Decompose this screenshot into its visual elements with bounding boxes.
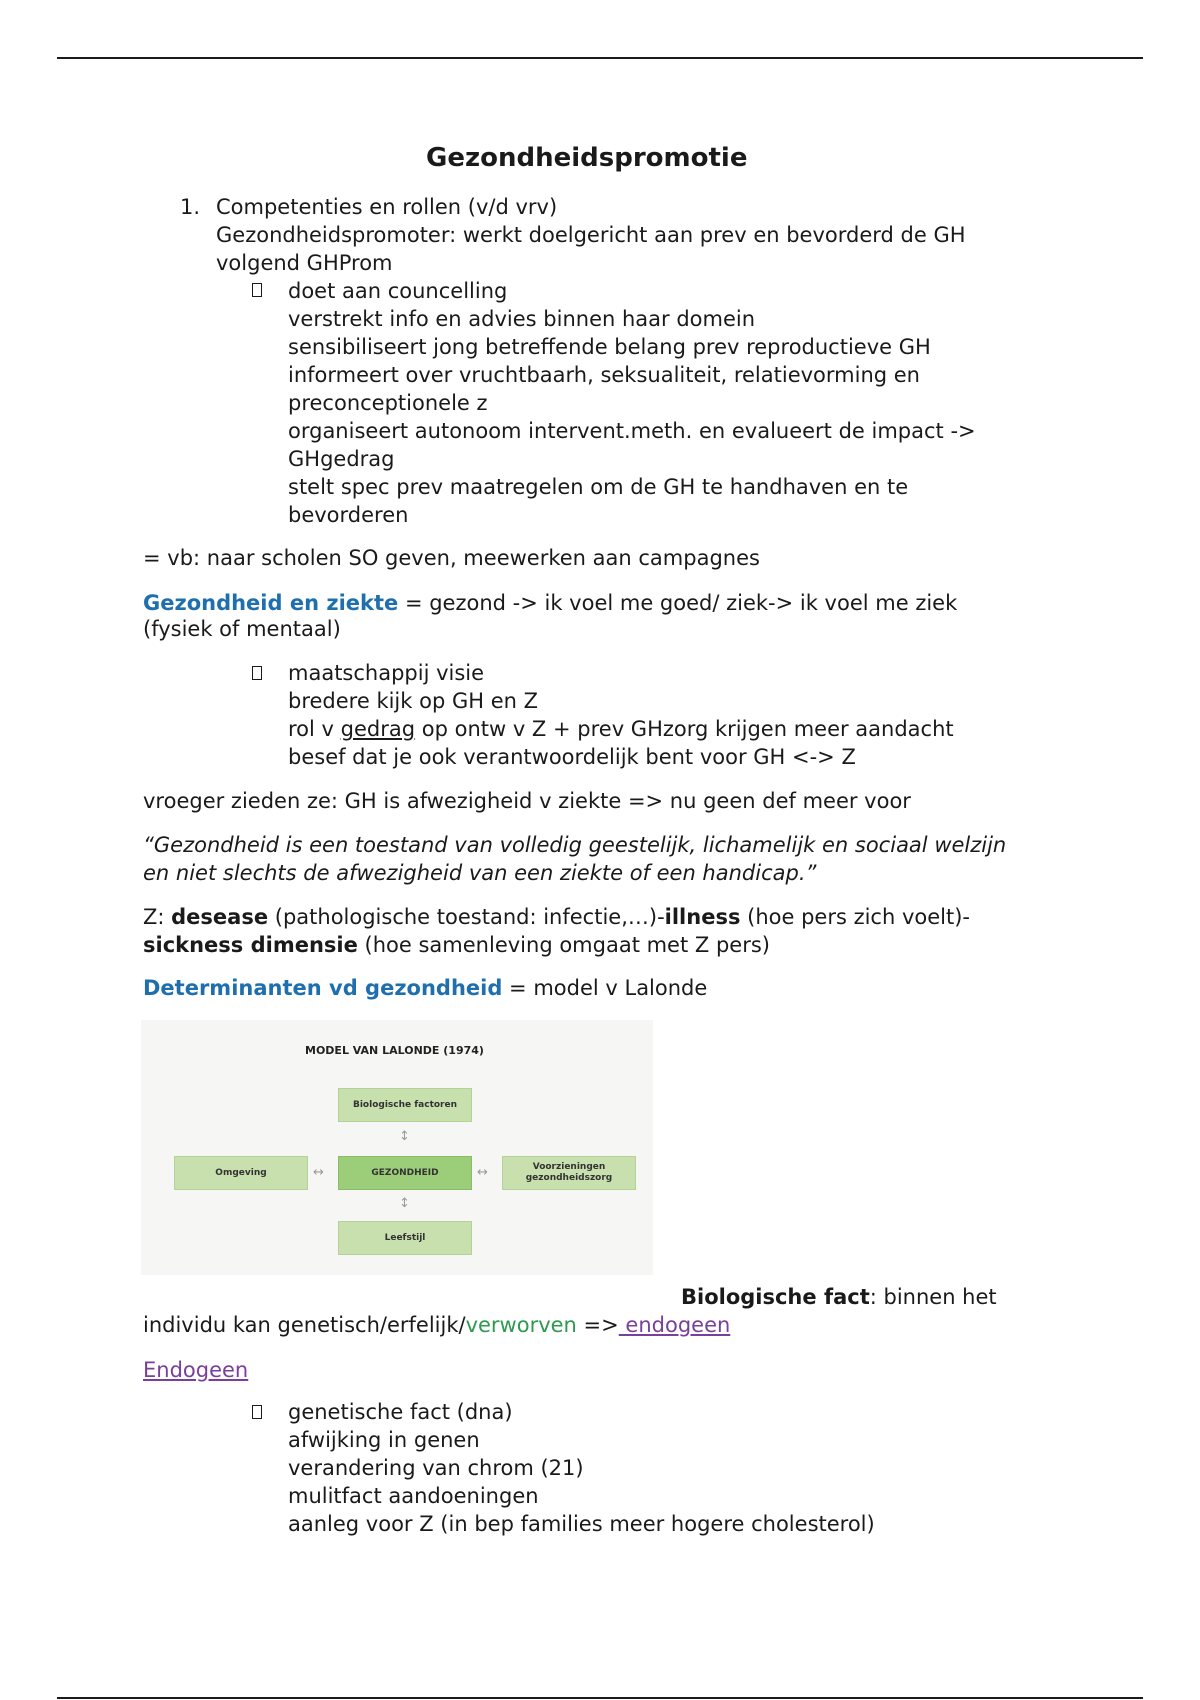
box-omgeving: Omgeving <box>174 1156 308 1190</box>
gz-heading: Gezondheid en ziekte <box>143 591 399 615</box>
bottom-rule <box>57 1697 1143 1699</box>
bio-line-2: individu kan genetisch/erfelijk/verworven => endogeen <box>143 1313 731 1337</box>
example-line: = vb: naar scholen SO geven, meewerken aan campagnes <box>143 546 760 570</box>
list-item: bredere kijk op GH en Z <box>288 689 538 713</box>
list-item: preconceptionele z <box>288 391 488 415</box>
arrow-icon: ↕ <box>399 1129 410 1144</box>
list-item: verstrekt info en advies binnen haar domein <box>288 307 756 331</box>
term-illness: illness <box>664 905 741 929</box>
underlined-word: gedrag <box>340 717 416 741</box>
box-biologische-factoren: Biologische factoren <box>338 1088 472 1122</box>
intro-line-1: Gezondheidspromoter: werkt doelgericht aan prev en bevorderd de GH <box>216 223 966 247</box>
page-title: Gezondheidspromotie <box>426 143 748 173</box>
list-item: genetische fact (dna) <box>288 1400 513 1424</box>
bullet-glyph-icon <box>252 283 262 297</box>
list-item: stelt spec prev maatregelen om de GH te handhaven en te <box>288 475 909 499</box>
z-definition-line-2: sickness dimensie (hoe samenleving omgaat met Z pers) <box>143 933 770 957</box>
z-definition-line-1: Z: desease (pathologische toestand: infectie,…)-illness (hoe pers zich voelt)- <box>143 905 970 929</box>
list-item: verandering van chrom (21) <box>288 1456 584 1480</box>
endogeen-link[interactable]: endogeen <box>618 1313 731 1337</box>
bio-line-1: Biologische fact: binnen het <box>681 1285 997 1309</box>
gz-line <box>143 589 957 617</box>
det-heading: Determinanten vd gezondheid <box>143 976 503 1000</box>
list-item: maatschappij visie <box>288 661 485 685</box>
bullet-glyph-icon <box>252 666 262 680</box>
arrow-icon: ↔ <box>313 1165 324 1180</box>
list-item: bevorderen <box>288 503 409 527</box>
box-gezondheid: GEZONDHEID <box>338 1156 472 1190</box>
list-item: organiseert autonoom intervent.meth. en evalueert de impact -> <box>288 419 976 443</box>
bio-term: Biologische fact <box>681 1285 870 1309</box>
gz-line-2: (fysiek of mentaal) <box>143 617 341 641</box>
bullet-glyph-icon <box>252 1405 262 1419</box>
list-item: besef dat je ook verantwoordelijk bent voor GH <-> Z <box>288 745 856 769</box>
list-item: informeert over vruchtbaarh, seksualiteit, relatievorming en <box>288 363 920 387</box>
arrow-icon: ↕ <box>399 1196 410 1211</box>
list-item: sensibiliseert jong betreffende belang prev reproductieve GH <box>288 335 931 359</box>
list-item: mulitfact aandoeningen <box>288 1484 539 1508</box>
quote-line-2: en niet slechts de afwezigheid van een ziekte of een handicap.” <box>143 861 817 885</box>
list-item: rol v gedrag op ontw v Z + prev GHzorg krijgen meer aandacht <box>288 717 954 741</box>
box-voorzieningen: Voorzieningen gezondheidszorg <box>502 1156 636 1190</box>
gz-definition: = gezond -> ik voel me goed/ ziek-> ik voel me ziek <box>398 591 958 615</box>
term-desease: desease <box>171 905 269 929</box>
top-rule <box>57 57 1143 59</box>
list-item: doet aan councelling <box>288 279 508 303</box>
quote-line-1: “Gezondheid is een toestand van volledig geestelijk, lichamelijk en sociaal welzijn <box>143 833 1007 857</box>
list-item: afwijking in genen <box>288 1428 480 1452</box>
vroeger-line: vroeger zieden ze: GH is afwezigheid v ziekte => nu geen def meer voor <box>143 789 911 813</box>
box-leefstijl: Leefstijl <box>338 1221 472 1255</box>
list-number: 1. <box>180 195 201 219</box>
det-line: Determinanten vd gezondheid = model v Lalonde <box>143 976 708 1000</box>
section-heading: Competenties en rollen (v/d vrv) <box>216 195 558 219</box>
list-item: aanleg voor Z (in bep families meer hogere cholesterol) <box>288 1512 875 1536</box>
endogeen-list <box>288 1398 875 1538</box>
list-item: GHgedrag <box>288 447 395 471</box>
arrow-icon: ↔ <box>477 1165 488 1180</box>
intro-line-2: volgend GHProm <box>216 251 393 275</box>
term-sickness: sickness dimensie <box>143 933 358 957</box>
competence-list <box>288 277 976 529</box>
gz-list <box>288 659 954 771</box>
lalonde-model-figure <box>141 1020 653 1275</box>
figure-title: MODEL VAN LALONDE (1974) <box>305 1044 484 1057</box>
endogeen-heading[interactable]: Endogeen <box>143 1358 249 1382</box>
verworven-word: verworven <box>465 1313 577 1337</box>
